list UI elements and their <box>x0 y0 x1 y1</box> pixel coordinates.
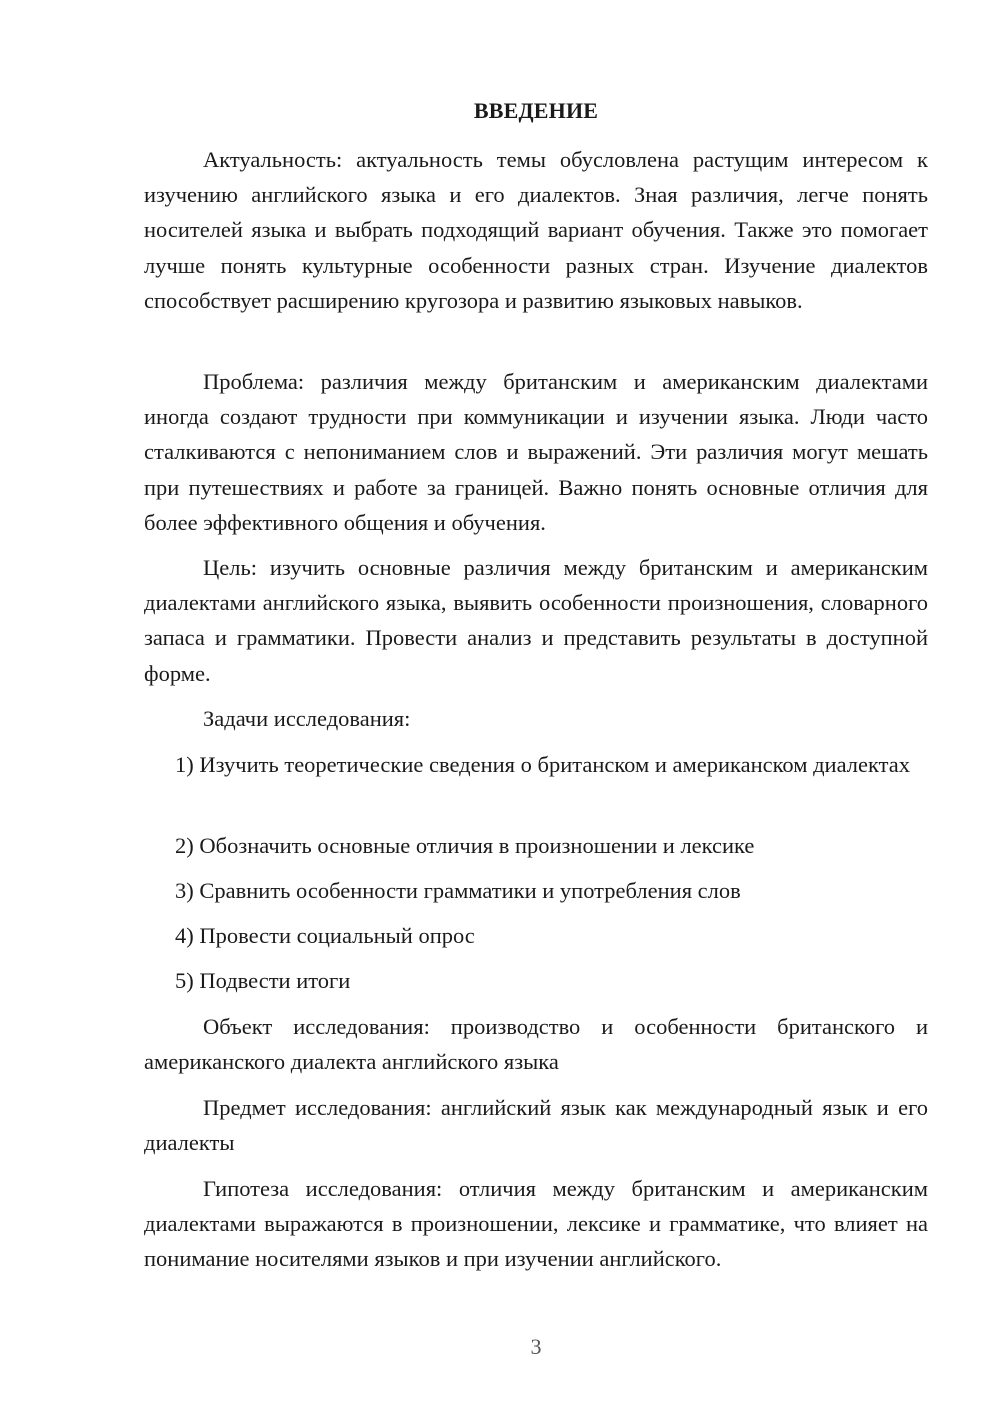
document-page <box>144 0 928 1414</box>
task-item-3: 3) Сравнить особенности грамматики и употребления слов <box>175 878 741 903</box>
task-item-4: 4) Провести социальный опрос <box>175 923 475 948</box>
page-number: 3 <box>530 1334 542 1359</box>
task-item-5: 5) Подвести итоги <box>175 968 351 993</box>
subject-paragraph: Предмет исследования: английский язык как международный язык и его диалекты <box>144 1095 928 1156</box>
object-paragraph: Объект исследования: производство и особенности британского и американского диалекта английского языка <box>144 1014 928 1075</box>
task-item-1: 1) Изучить теоретические сведения о британском и американском диалектах <box>175 752 910 777</box>
task-item-2: 2) Обозначить основные отличия в произношении и лексике <box>175 833 755 858</box>
page-heading: ВВЕДЕНИЕ <box>473 98 599 123</box>
tasks-heading: Задачи исследования: <box>203 706 411 731</box>
goal-paragraph: Цель: изучить основные различия между британским и американским диалектами английского языка, выявить особенности произношения, словарного запаса и грамматики. Провести анализ и представить результаты в доступной форме. <box>144 555 928 686</box>
hypothesis-paragraph: Гипотеза исследования: отличия между британским и американским диалектами выражаются в произношении, лексике и грамматике, что влияет на понимание носителями языков и при изучении английского. <box>144 1176 928 1272</box>
relevance-paragraph: Актуальность: актуальность темы обусловлена растущим интересом к изучению английского языка и его диалектов. Зная различия, легче понять носителей языка и выбрать подходящий вариант обучения. Также это помогает лучше понять культурные особенности разных стран. Изучение диалектов способствует расширению кругозора и развитию языковых навыков. <box>144 147 928 313</box>
problem-paragraph: Проблема: различия между британским и американским диалектами иногда создают трудности при коммуникации и изучении языка. Люди часто сталкиваются с непониманием слов и выражений. Эти различия могут мешать при путешествиях и работе за границей. Важно понять основные отличия для более эффективного общения и обучения. <box>144 369 928 535</box>
